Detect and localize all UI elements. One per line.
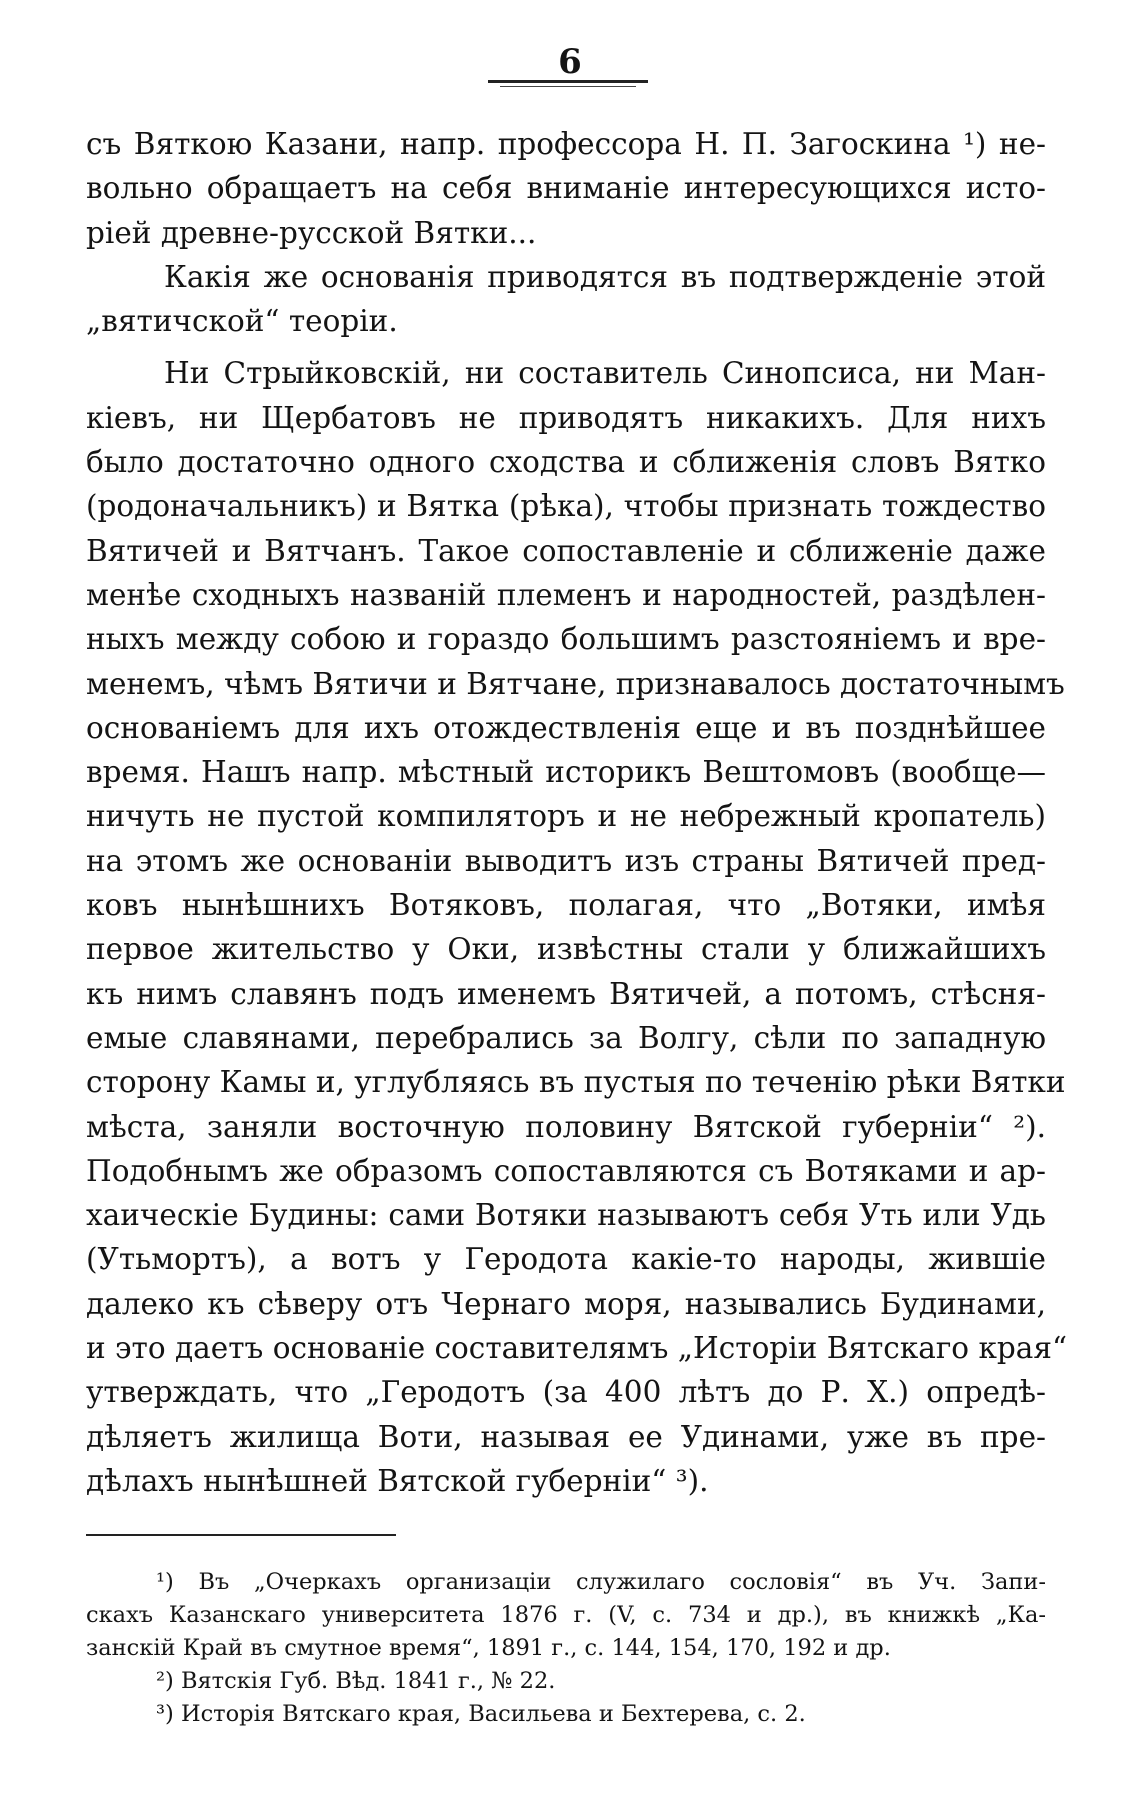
main-text — [86, 122, 1068, 1503]
footnote-1 — [86, 1566, 1046, 1665]
text-line: было достаточно одного сходства и сближенія словъ Вятко — [86, 445, 1046, 480]
text-line: первое жительство у Оки, извѣстны стали у ближайшихъ — [86, 932, 1046, 967]
text-line: хаическіе Будины: сами Вотяки называютъ себя Уть или Удь — [86, 1198, 1046, 1233]
paragraph — [86, 122, 1046, 255]
text-line: ріей древне-русской Вятки... — [86, 215, 537, 250]
header-rule-thin — [500, 86, 636, 87]
footnote-line: ³) Исторія Вятскаго края, Васильева и Бехтерева, с. 2. — [156, 1701, 806, 1727]
paragraph — [86, 351, 1068, 1503]
text-line: съ Вяткою Казани, напр. профессора Н. П. Загоскина ¹) не- — [86, 127, 1046, 161]
text-line: ничуть не пустой компиляторъ и не небрежный кропатель) — [86, 799, 1046, 834]
text-line: Подобнымъ же образомъ сопоставляются съ Вотяками и ар- — [86, 1153, 1046, 1188]
text-line: Ни Стрыйковскій, ни составитель Синопсиса, ни Ман- — [164, 356, 1046, 391]
text-line: (Утьмортъ), а вотъ у Геродота какіе-то народы, жившіе — [86, 1242, 1046, 1277]
text-line: (родоначальникъ) и Вятка (рѣка), чтобы признать тождество — [86, 489, 1046, 524]
text-line: вольно обращаетъ на себя вниманіе интересующихся исто- — [86, 171, 1046, 206]
text-line: Какія же основанія приводятся въ подтвержденіе этой — [164, 259, 1046, 294]
paragraph — [86, 255, 1046, 344]
footnote-separator — [86, 1534, 396, 1536]
footnote-line: ¹) Въ „Очеркахъ организаціи служилаго сословія“ въ Уч. Запи- — [156, 1569, 1046, 1595]
text-line: „вятичской“ теоріи. — [86, 304, 398, 339]
text-line: кіевъ, ни Щербатовъ не приводятъ никакихъ. Для нихъ — [86, 400, 1046, 435]
footnote-2 — [86, 1665, 1046, 1698]
footnote-3 — [86, 1698, 1046, 1731]
text-line: мѣста, заняли восточную половину Вятской губерніи“ ²). — [86, 1109, 1046, 1144]
text-line: основаніемъ для ихъ отождествленія еще и въ позднѣйшее — [86, 710, 1046, 745]
header-rule — [488, 80, 648, 83]
text-line: и это даетъ основаніе составителямъ „Исторіи Вятскаго края“ — [86, 1331, 1068, 1366]
page-number: 6 — [558, 42, 582, 82]
text-line: на этомъ же основаніи выводитъ изъ страны Вятичей пред- — [86, 843, 1046, 878]
text-line: менемъ, чѣмъ Вятичи и Вятчане, признавалось достаточнымъ — [86, 666, 1065, 701]
text-line: далеко къ сѣверу отъ Чернаго моря, назывались Будинами, — [86, 1286, 1046, 1321]
footnote-line: ²) Вятскія Губ. Вѣд. 1841 г., № 22. — [156, 1668, 556, 1694]
footnote-line: занскій Край въ смутное время“, 1891 г., с. 144, 154, 170, 192 и др. — [86, 1635, 891, 1661]
text-line: къ нимъ славянъ подъ именемъ Вятичей, а потомъ, стѣсня- — [86, 976, 1046, 1011]
text-line: дѣлахъ нынѣшней Вятской губерніи“ ³). — [86, 1463, 709, 1498]
text-line: время. Нашъ напр. мѣстный историкъ Вештомовъ (вообще— — [86, 755, 1046, 790]
text-line: утверждать, что „Геродотъ (за 400 лѣтъ до Р. Х.) опредѣ- — [86, 1375, 1046, 1410]
text-line: дѣляетъ жилища Воти, называя ее Удинами, уже въ пре- — [86, 1419, 1046, 1454]
text-line: Вятичей и Вятчанъ. Такое сопоставленіе и сближеніе даже — [86, 533, 1046, 568]
text-line: ковъ нынѣшнихъ Вотяковъ, полагая, что „Вотяки, имѣя — [86, 888, 1046, 923]
footnote-line: скахъ Казанскаго университета 1876 г. (V, с. 734 и др.), въ книжкѣ „Ка- — [86, 1602, 1046, 1628]
text-line: емые славянами, перебрались за Волгу, сѣли по западную — [86, 1020, 1046, 1055]
text-line: ныхъ между собою и гораздо большимъ разстояніемъ и вре- — [86, 622, 1046, 657]
text-line: сторону Камы и, углубляясь въ пустыя по теченію рѣки Вятки — [86, 1065, 1066, 1100]
text-line: менѣе сходныхъ названій племенъ и народностей, раздѣлен- — [86, 577, 1046, 612]
footnotes — [86, 1566, 1046, 1731]
